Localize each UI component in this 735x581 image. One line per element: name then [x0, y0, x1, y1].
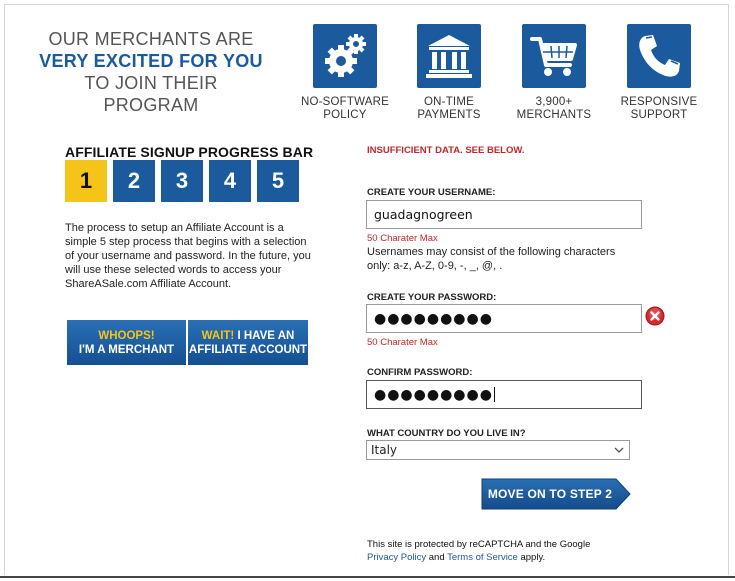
recaptcha-and: and: [428, 552, 445, 563]
next-step-button[interactable]: [480, 478, 632, 510]
progress-title: AFFILIATE SIGNUP PROGRESS BAR: [65, 144, 314, 160]
affiliate-button-label-1: I HAVE AN: [237, 329, 295, 342]
recaptcha-text: This site is protected by reCAPTCHA and the Google: [367, 539, 591, 550]
bottom-divider: [0, 576, 735, 578]
form-error-message: INSUFFICIENT DATA. SEE BELOW.: [367, 145, 525, 156]
next-step-button-label: MOVE ON TO STEP 2: [487, 487, 613, 501]
country-label: WHAT COUNTRY DO YOU LIVE IN?: [367, 428, 526, 439]
country-select-value: Italy: [371, 443, 398, 457]
affiliate-button-label-2: AFFILIATE ACCOUNT: [188, 343, 308, 356]
hero-heading: [36, 28, 266, 116]
feature-support: [604, 24, 714, 122]
feature-no-software: [290, 24, 400, 122]
chevron-down-icon: [614, 445, 624, 455]
text-cursor: [494, 387, 495, 402]
step-2: 2: [113, 160, 155, 202]
username-help-text: Usernames may consist of the following characters only: a-z, A-Z, 0-9, -, _, @, .: [367, 246, 616, 272]
terms-of-service-link[interactable]: Terms of Service: [447, 552, 518, 563]
confirm-password-input[interactable]: [366, 380, 642, 409]
account-type-buttons: [67, 320, 308, 365]
process-description: The process to setup an Affiliate Account is a simple 5 step process that begins with a selection of your username and password. In the future, you will use these selected words to access your ShareASale.com Affiliate Account.: [65, 222, 311, 290]
recaptcha-apply: apply.: [520, 552, 546, 563]
feature-caption-line2: MERCHANTS: [516, 109, 592, 121]
username-max-note: 50 Charater Max: [367, 233, 438, 244]
feature-caption-line1: 3,900+: [535, 96, 573, 108]
feature-caption-line1: ON-TIME: [424, 96, 474, 108]
merchant-button-label: I'M A MERCHANT: [78, 343, 175, 356]
step-3: 3: [161, 160, 203, 202]
hero-line-1: OUR MERCHANTS ARE: [48, 29, 254, 49]
progress-steps: [65, 160, 299, 202]
merchant-button[interactable]: [67, 320, 186, 365]
merchant-button-highlight: WHOOPS!: [98, 329, 155, 342]
feature-caption-line1: NO-SOFTWARE: [300, 96, 390, 108]
feature-merchants: [499, 24, 609, 122]
confirm-password-label: CONFIRM PASSWORD:: [367, 367, 473, 378]
privacy-policy-link[interactable]: Privacy Policy: [367, 552, 427, 563]
error-icon: [645, 306, 665, 326]
country-select[interactable]: [366, 440, 630, 460]
gears-icon: [313, 24, 377, 88]
username-label: CREATE YOUR USERNAME:: [367, 187, 496, 198]
feature-on-time-payments: [394, 24, 504, 122]
password-max-note: 50 Charater Max: [367, 337, 438, 348]
password-input[interactable]: ●●●●●●●●●: [366, 304, 642, 333]
password-label: CREATE YOUR PASSWORD:: [367, 292, 497, 303]
cart-icon: [522, 24, 586, 88]
step-1: 1: [65, 160, 107, 202]
recaptcha-notice: [367, 538, 637, 564]
affiliate-button-highlight: WAIT!: [201, 329, 235, 342]
confirm-password-value: ●●●●●●●●●: [374, 386, 493, 403]
existing-affiliate-button[interactable]: [188, 320, 308, 365]
hero-line-2: VERY EXCITED FOR YOU: [39, 51, 263, 71]
step-4: 4: [209, 160, 251, 202]
step-5: 5: [257, 160, 299, 202]
feature-caption-line2: PAYMENTS: [417, 109, 481, 121]
phone-icon: [627, 24, 691, 88]
feature-caption-line1: RESPONSIVE: [620, 96, 698, 108]
username-input[interactable]: guadagnogreen: [366, 200, 642, 229]
feature-caption-line2: SUPPORT: [630, 109, 688, 121]
bank-icon: [417, 24, 481, 88]
feature-caption-line2: POLICY: [323, 109, 367, 121]
hero-line-3: TO JOIN THEIR PROGRAM: [84, 73, 218, 115]
